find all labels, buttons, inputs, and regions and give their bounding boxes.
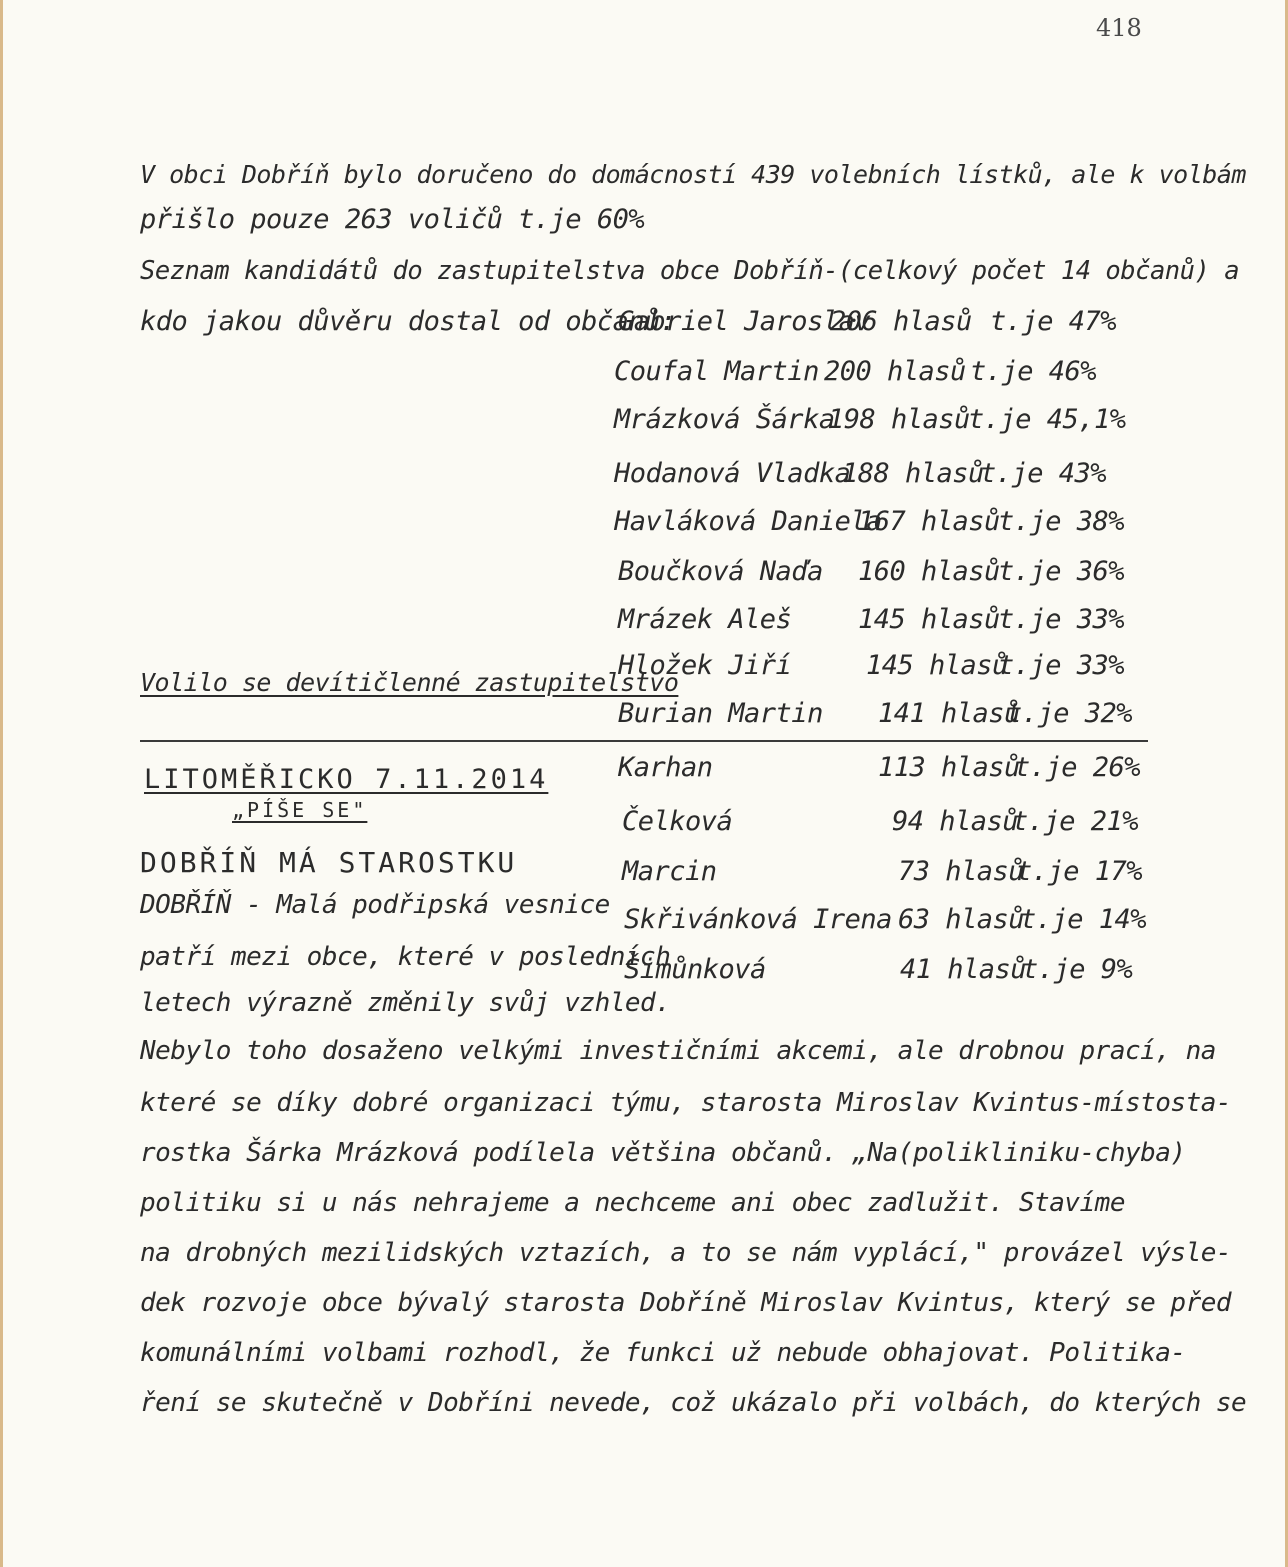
- candidate-votes: 113 hlasů: [878, 752, 1020, 783]
- candidate-percent: t.je 21%: [1012, 806, 1139, 837]
- article-lead-line-3: letech výrazně změnily svůj vzhled.: [140, 988, 671, 1018]
- candidate-votes: 145 hlasů: [858, 604, 1000, 635]
- candidate-percent: t.je 36%: [998, 556, 1125, 587]
- candidate-votes: 167 hlasů: [858, 506, 1000, 537]
- candidate-name: Šimůnková: [624, 954, 766, 985]
- candidate-name: Skřivánková Irena: [624, 904, 892, 935]
- candidate-name: Mrázek Aleš: [618, 604, 792, 635]
- candidate-percent: t.je 46%: [970, 356, 1097, 387]
- article-body-line-2: které se díky dobré organizaci týmu, starosta Miroslav Kvintus-místosta-: [140, 1088, 1232, 1118]
- candidate-name: Karhan: [618, 752, 713, 783]
- candidate-percent: t.je 38%: [998, 506, 1125, 537]
- candidate-percent: t.je 14%: [1020, 904, 1147, 935]
- candidate-percent: t.je 33%: [998, 650, 1125, 681]
- article-source: LITOMĚŘICKO 7.11.2014: [144, 764, 549, 795]
- candidate-name: Coufal Martin: [614, 356, 819, 387]
- candidate-name: Čelková: [622, 806, 733, 837]
- article-lead-line-1: DOBŘÍŇ - Malá podřipská vesnice: [140, 890, 610, 920]
- candidate-votes: 198 hlasů: [828, 404, 970, 435]
- candidate-votes: 145 hlasů: [866, 650, 1008, 681]
- candidate-percent: t.je 45,1%: [968, 404, 1126, 435]
- candidate-votes: 73 hlasů: [898, 856, 1025, 887]
- article-body-line-5: na drobných mezilidských vztazích, a to se nám vyplácí," provázel výsle-: [140, 1238, 1232, 1268]
- council-note: Volilo se devítičlenné zastupitelstvo: [140, 668, 679, 697]
- candidate-percent: t.je 17%: [1016, 856, 1143, 887]
- page-edge-left: [0, 0, 3, 1567]
- article-body-line-4: politiku si u nás nehrajeme a nechceme ani obec zadlužit. Stavíme: [140, 1188, 1125, 1218]
- candidate-name: Gabriel Jaroslav: [618, 306, 871, 337]
- candidate-votes: 63 hlasů: [898, 904, 1025, 935]
- candidate-votes: 41 hlasů: [900, 954, 1027, 985]
- section-divider: [140, 740, 1148, 742]
- article-lead-line-2: patří mezi obce, které v posledních: [140, 942, 671, 972]
- candidate-percent: t.je 32%: [1006, 698, 1133, 729]
- article-body-line-7: komunálními volbami rozhodl, že funkci už nebude obhajovat. Politika-: [140, 1338, 1186, 1368]
- candidate-name: Burian Martin: [618, 698, 823, 729]
- candidate-votes: 94 hlasů: [892, 806, 1019, 837]
- candidate-name: Marcin: [622, 856, 717, 887]
- candidate-name: Hodanová Vladka: [614, 458, 851, 489]
- candidate-votes: 141 hlasů: [878, 698, 1020, 729]
- intro-line-1: V obci Dobříň bylo doručeno do domácností 439 volebních lístků, ale k volbám: [140, 160, 1246, 189]
- candidate-name: Boučková Naďa: [618, 556, 823, 587]
- article-body-line-3: rostka Šárka Mrázková podílela většina občanů. „Na(polikliniku-chyba): [140, 1138, 1186, 1168]
- candidate-name: Havláková Daniela: [614, 506, 882, 537]
- candidate-percent: t.je 47%: [990, 306, 1117, 337]
- candidate-name: Hložek Jiří: [618, 650, 792, 681]
- intro-line-4: kdo jakou důvěru dostal od občanů:: [140, 306, 676, 337]
- intro-line-2: přišlo pouze 263 voličů t.je 60%: [140, 204, 645, 235]
- candidate-votes: 188 hlasů: [842, 458, 984, 489]
- candidate-votes: 206 hlasů: [830, 306, 972, 337]
- candidate-percent: t.je 9%: [1022, 954, 1133, 985]
- candidate-name: Mrázková Šárka: [614, 404, 835, 435]
- candidate-percent: t.je 43%: [980, 458, 1107, 489]
- article-label: „PÍŠE SE": [232, 798, 368, 822]
- article-body-line-1: Nebylo toho dosaženo velkými investičními akcemi, ale drobnou prací, na: [140, 1036, 1216, 1066]
- intro-line-3: Seznam kandidátů do zastupitelstva obce Dobříň-(celkový počet 14 občanů) a: [140, 256, 1240, 286]
- page-number: 418: [1096, 14, 1142, 42]
- article-headline: DOBŘÍŇ MÁ STAROSTKU: [140, 846, 518, 879]
- candidate-percent: t.je 33%: [998, 604, 1125, 635]
- candidate-votes: 160 hlasů: [858, 556, 1000, 587]
- candidate-votes: 200 hlasů: [824, 356, 966, 387]
- article-body-line-6: dek rozvoje obce bývalý starosta Dobříně Miroslav Kvintus, který se před: [140, 1288, 1232, 1318]
- candidate-percent: t.je 26%: [1014, 752, 1141, 783]
- article-body-line-8: ření se skutečně v Dobříni nevede, což ukázalo při volbách, do kterých se: [140, 1388, 1247, 1418]
